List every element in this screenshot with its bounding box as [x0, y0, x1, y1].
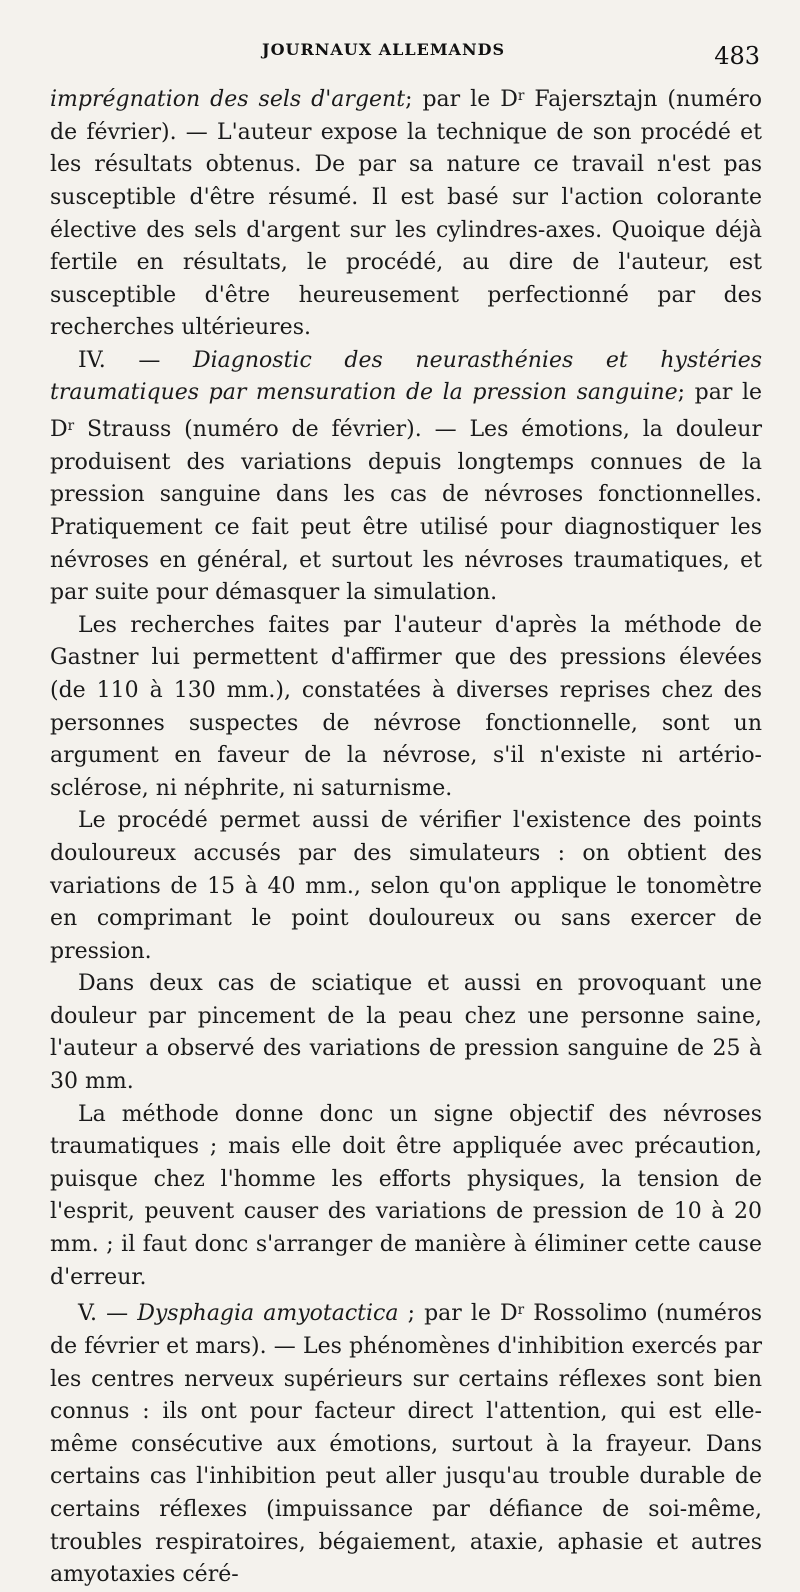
- paragraph: La méthode donne donc un signe objectif des névroses traumatiques ; mais elle doit être appliquée avec précaution, puisque chez l'homme les efforts physiques, la tension de l'esprit, peuvent causer des variations de pression de 10 à 20 mm. ; il faut donc s'arranger de manière à éliminer cette cause d'erreur.: [50, 1101, 762, 1290]
- paragraph: Les recherches faites par l'auteur d'après la méthode de Gastner lui permettent d'affirmer que des pressions élevées (de 110 à 130 mm.), constatées à diverses reprises chez des personnes suspectes de névrose fonctionnelle, sont un argument en faveur de la névrose, s'il n'existe ni artério-sclérose, ni néphrite, ni saturnisme.: [50, 612, 762, 801]
- page-body: [50, 80, 762, 1592]
- paragraph: Dans deux cas de sciatique et aussi en provoquant une douleur par pincement de la peau chez une personne saine, l'auteur a observé des variations de pression sanguine de 25 à 30 mm.: [50, 971, 762, 1095]
- paragraph-section-v: [50, 1294, 762, 1591]
- superscript: r: [517, 1302, 525, 1319]
- page-header: [50, 30, 762, 80]
- superscript: r: [67, 418, 75, 435]
- paragraph-text-after: Strauss (numéro de février). — Les émotions, la douleur produisent des variations depuis longtemps connues de la pression sanguine dans les cas de névroses fonctionnelles. Pratiquement ce fait peut être utilisé pour diagnostiquer les névroses en général, et surtout les névroses traumatiques, et par suite pour démasquer la simulation.: [50, 417, 762, 606]
- paragraph-text: ; par le D: [50, 380, 763, 443]
- paragraph: Le procédé permet aussi de vérifier l'existence des points douloureux accusés par des simulateurs : on obtient des variations de 15 à 40 mm., selon qu'on applique le tonomètre en comprimant le point douloureux ou sans exercer de pression.: [50, 808, 762, 964]
- italic-lead: imprégnation des sels d'argent: [50, 87, 406, 113]
- section-title: Diagnostic des neurasthénies et hystéries traumatiques par mensuration de la pression sanguine: [50, 347, 762, 406]
- paragraph-text-after: Rossolimo (numéros de février et mars). — Les phénomènes d'inhibition exercés par les centres nerveux supérieurs sur certains réflexes sont bien connus : ils ont pour facteur direct l'attention, qui est elle-même consécutive aux émotions, surtout à la frayeur. Dans certains cas l'inhibition peut aller jusqu'au trouble durable de certains réflexes (impuissance par défiance de soi-même, troubles respiratoires, bégaiement, ataxie, aphasie et autres amyotaxies céré-: [50, 1301, 763, 1588]
- paragraph-text: ; par le D: [398, 1301, 518, 1327]
- paragraph-text-after: Fajersztajn (numéro de février). — L'auteur expose la technique de son procédé et les résultats obtenus. De par sa nature ce travail n'est pas susceptible d'être résumé. Il est basé sur l'action colorante élective des sels d'argent sur les cylindres-axes. Quoique déjà fertile en résultats, le procédé, au dire de l'auteur, est susceptible d'être heureusement perfectionné par des recherches ultérieures.: [50, 87, 762, 341]
- running-head: JOURNAUX ALLEMANDS: [262, 40, 506, 59]
- superscript: r: [517, 88, 525, 104]
- section-numeral: IV. —: [78, 347, 193, 373]
- paragraph-section-iv: [50, 345, 762, 610]
- paragraph-text: ; par le D: [405, 87, 518, 113]
- section-title: Dysphagia amyotactica: [137, 1301, 399, 1327]
- paragraph-continuation: [50, 80, 762, 345]
- page-number: 483: [714, 42, 760, 70]
- section-numeral: V. —: [78, 1301, 138, 1327]
